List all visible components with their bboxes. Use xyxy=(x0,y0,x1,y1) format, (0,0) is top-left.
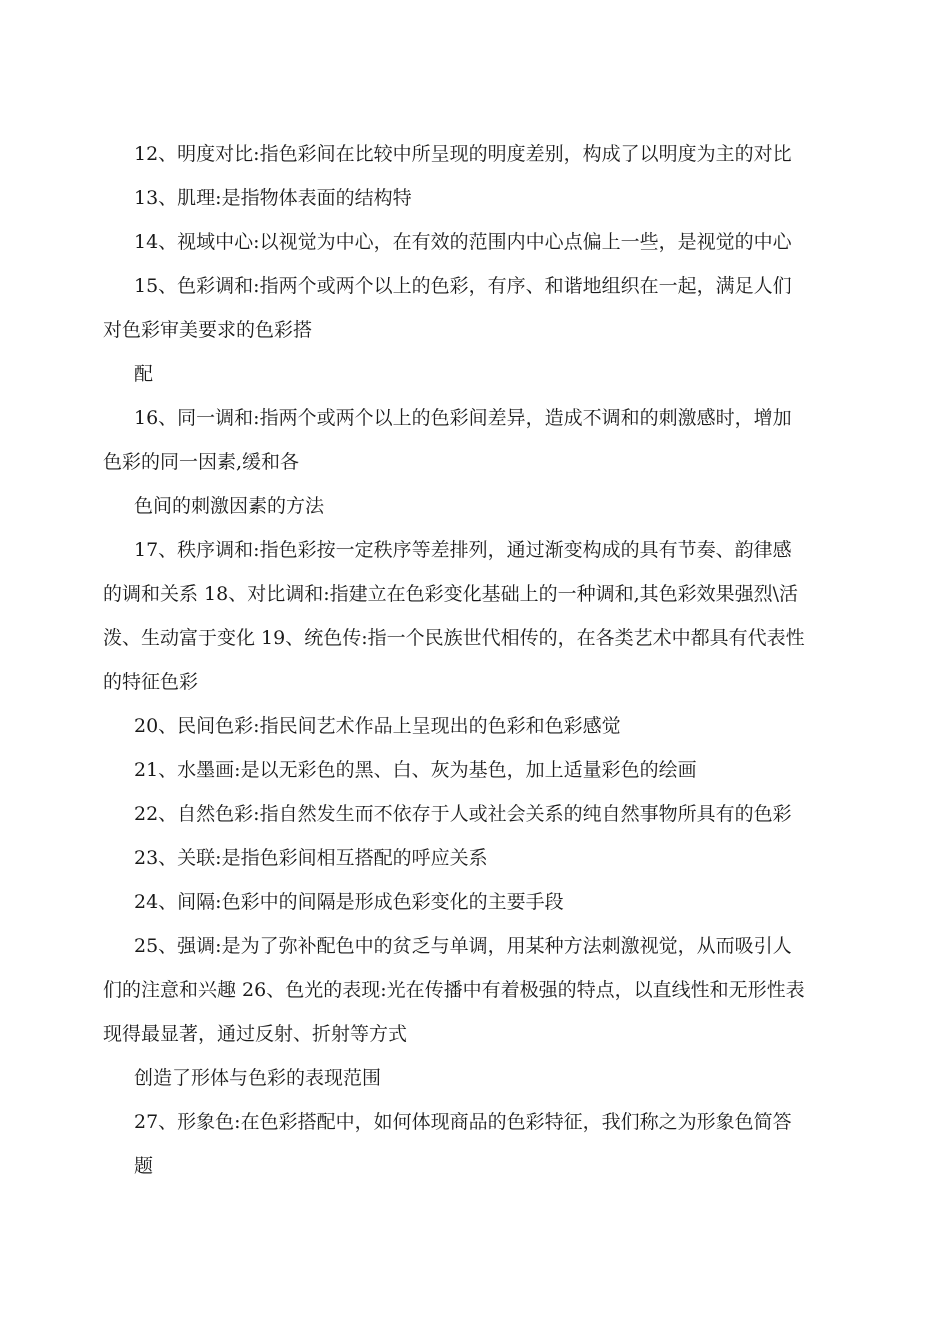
text-line: 17、秩序调和:指色彩按一定秩序等差排列，通过渐变构成的具有节奏、韵律感 xyxy=(134,539,792,561)
text-line: 题 xyxy=(134,1155,154,1177)
text-line: 色彩的同一因素,缓和各 xyxy=(103,451,300,473)
text-line: 20、民间色彩:指民间艺术作品上呈现出的色彩和色彩感觉 xyxy=(134,715,621,737)
text-line: 的调和关系 18、对比调和:指建立在色彩变化基础上的一种调和,其色彩效果强烈\活 xyxy=(103,583,799,605)
text-line: 16、同一调和:指两个或两个以上的色彩间差异，造成不调和的刺激感时，增加 xyxy=(134,407,792,429)
text-line: 们的注意和兴趣 26、色光的表现:光在传播中有着极强的特点，以直线性和无形性表 xyxy=(103,979,805,1001)
text-line: 现得最显著，通过反射、折射等方式 xyxy=(103,1023,408,1045)
text-line: 22、自然色彩:指自然发生而不依存于人或社会关系的纯自然事物所具有的色彩 xyxy=(134,803,792,825)
text-line: 23、关联:是指色彩间相互搭配的呼应关系 xyxy=(134,847,488,869)
text-line: 24、间隔:色彩中的间隔是形成色彩变化的主要手段 xyxy=(134,891,564,913)
text-line: 15、色彩调和:指两个或两个以上的色彩，有序、和谐地组织在一起，满足人们 xyxy=(134,275,792,297)
text-line: 27、形象色:在色彩搭配中，如何体现商品的色彩特征，我们称之为形象色简答 xyxy=(134,1111,792,1133)
text-line: 配 xyxy=(134,363,154,385)
text-line: 21、水墨画:是以无彩色的黑、白、灰为基色，加上适量彩色的绘画 xyxy=(134,759,697,781)
text-line: 14、视域中心:以视觉为中心，在有效的范围内中心点偏上一些，是视觉的中心 xyxy=(134,231,792,253)
text-line: 的特征色彩 xyxy=(103,671,199,693)
text-line: 25、强调:是为了弥补配色中的贫乏与单调，用某种方法刺激视觉，从而吸引人 xyxy=(134,935,792,957)
text-line: 创造了形体与色彩的表现范围 xyxy=(134,1067,382,1089)
text-line: 泼、生动富于变化 19、统色传:指一个民族世代相传的，在各类艺术中都具有代表性 xyxy=(103,627,805,649)
text-line: 12、明度对比:指色彩间在比较中所呈现的明度差别，构成了以明度为主的对比 xyxy=(134,143,792,165)
text-line: 13、肌理:是指物体表面的结构特 xyxy=(134,187,412,209)
text-line: 色间的刺激因素的方法 xyxy=(134,495,325,517)
text-line: 对色彩审美要求的色彩搭 xyxy=(103,319,313,341)
